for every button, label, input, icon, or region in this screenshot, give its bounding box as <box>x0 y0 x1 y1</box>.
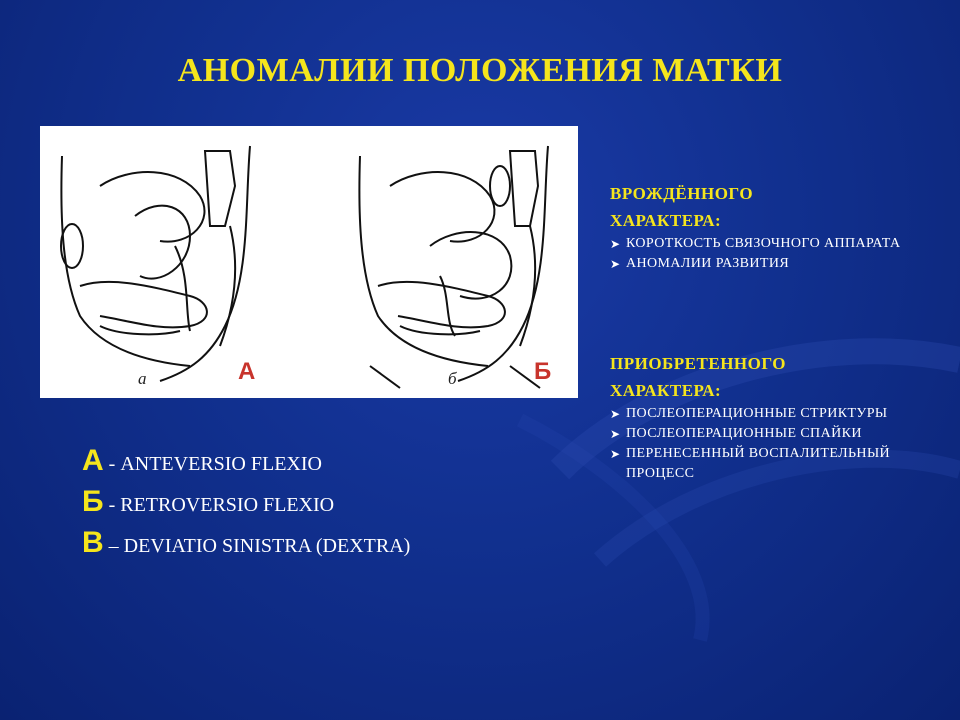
anatomical-figure <box>40 126 578 398</box>
legend-text: – DEVIATIO SINISTRA (DEXTRA) <box>103 535 411 557</box>
congenital-title-line1: ВРОЖДЁННОГО <box>610 184 754 203</box>
list-item <box>610 254 950 274</box>
arrowhead-bullet-icon: ➤ <box>610 447 621 461</box>
list-item <box>610 234 950 254</box>
list-item <box>610 404 950 424</box>
acquired-title-line2: ХАРАКТЕРА: <box>610 381 722 400</box>
congenital-section <box>610 180 950 274</box>
panel-a-letter: А <box>238 358 256 385</box>
panel-a-caption: а <box>138 369 147 388</box>
arrowhead-bullet-icon: ➤ <box>610 407 621 421</box>
list-item-text: ПЕРЕНЕСЕННЫЙ ВОСПАЛИТЕЛЬНЫЙ ПРОЦЕСС <box>626 446 891 481</box>
arrowhead-bullet-icon: ➤ <box>610 237 621 251</box>
panel-b-letter: Б <box>534 358 552 385</box>
legend-letter: Б <box>82 485 104 518</box>
panel-b-caption: б <box>448 369 457 388</box>
arrowhead-bullet-icon: ➤ <box>610 257 621 271</box>
list-item-text: КОРОТКОСТЬ СВЯЗОЧНОГО АППАРАТА <box>626 236 901 251</box>
list-item-text: ПОСЛЕОПЕРАЦИОННЫЕ СПАЙКИ <box>626 426 862 441</box>
arrowhead-bullet-icon: ➤ <box>610 427 621 441</box>
legend-item <box>82 481 410 522</box>
acquired-title-line1: ПРИОБРЕТЕННОГО <box>610 354 786 373</box>
legend-text: - ANTEVERSIO FLEXIO <box>103 453 322 475</box>
list-item-text: ПОСЛЕОПЕРАЦИОННЫЕ СТРИКТУРЫ <box>626 406 888 421</box>
legend-letter: В <box>82 526 104 559</box>
list-item-text: АНОМАЛИИ РАЗВИТИЯ <box>626 256 790 271</box>
slide-title: АНОМАЛИИ ПОЛОЖЕНИЯ МАТКИ <box>177 52 783 89</box>
legend-item <box>82 440 410 481</box>
legend-item <box>82 522 410 563</box>
congenital-title-line2: ХАРАКТЕРА: <box>610 211 722 230</box>
legend-letter: А <box>82 444 104 477</box>
list-item <box>610 424 950 444</box>
legend-text: - RETROVERSIO FLEXIO <box>103 494 335 516</box>
list-item <box>610 444 950 484</box>
acquired-section <box>610 350 950 484</box>
position-legend <box>82 440 410 563</box>
uterus-position-drawings <box>40 126 578 398</box>
